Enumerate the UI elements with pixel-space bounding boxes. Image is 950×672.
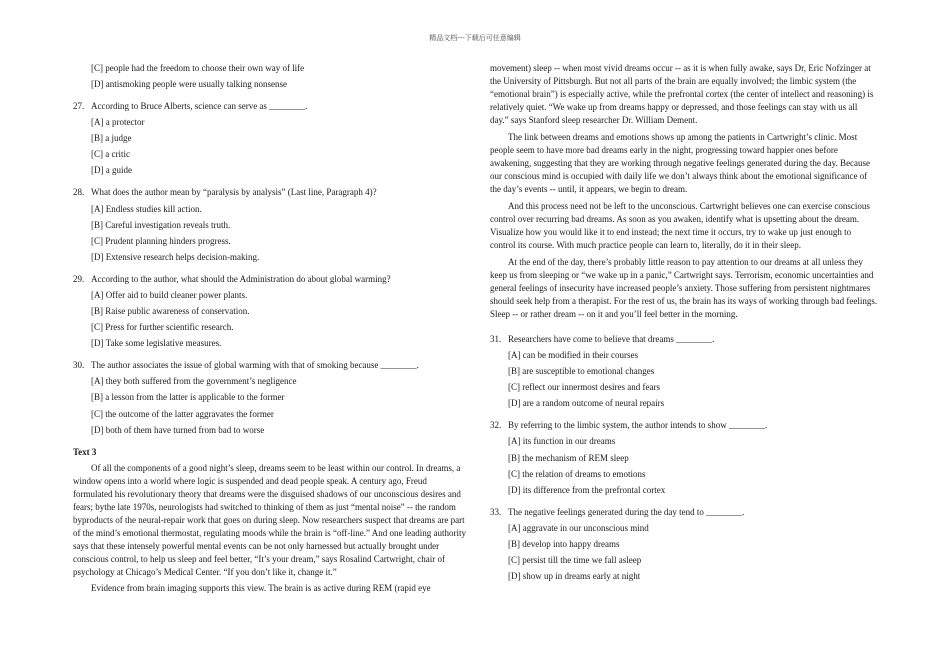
option: [C] Press for further scientific research.: [91, 322, 234, 333]
option: [C] the relation of dreams to emotions: [508, 468, 646, 479]
question-31: [490, 333, 878, 410]
option: [D] are a random outcome of neural repairs: [508, 398, 665, 409]
question-number: 30.: [73, 360, 85, 371]
option: [A] can be modified in their courses: [508, 350, 638, 361]
question-28: [73, 186, 466, 263]
question-stem: The author associates the issue of global warming with that of smoking because ________.: [91, 360, 419, 371]
page-header: 精品文档---下载后可任意编辑: [429, 34, 521, 42]
option: [C] the outcome of the latter aggravates the former: [91, 408, 274, 419]
option: [D] its difference from the prefrontal cortex: [508, 484, 666, 495]
question-stem: According to the author, what should the Administration do about global warming?: [91, 273, 391, 284]
option: [A] they both suffered from the government’s negligence: [91, 376, 297, 387]
question-30: [73, 359, 466, 436]
left-column: [73, 62, 466, 598]
question-number: 28.: [73, 187, 85, 198]
question-32: [490, 419, 878, 496]
option: [B] the mechanism of REM sleep: [508, 452, 629, 463]
option: [D] antismoking people were usually talking nonsense: [91, 79, 287, 90]
question-stem: Researchers have come to believe that dreams ________.: [508, 334, 715, 344]
question-number: 27.: [73, 101, 85, 112]
paragraph: Evidence from brain imaging supports this view. The brain is as active during REM (rapid eye: [91, 582, 431, 593]
option: [A] a protector: [91, 117, 145, 128]
option: [D] a guide: [91, 165, 132, 176]
question-27: [73, 100, 466, 177]
option: [D] Take some legislative measures.: [91, 338, 222, 349]
question-number: 29.: [73, 273, 85, 284]
question-stem: According to Bruce Alberts, science can serve as ________.: [91, 101, 308, 112]
paragraph: The link between dreams and emotions shows up among the patients in Cartwright’s clinic. Most people seem to have more bad dreams early in the night, progressing toward happier ones before awakening, suggesting that they are working through negative feelings generated during the day. Because our conscious mind is occupied with daily life we don’t always think about the emotional significance of the day’s events -- until, it appears, we begin to dream.: [490, 132, 871, 194]
option: [D] Extensive research helps decision-making.: [91, 251, 260, 262]
question-number: 33.: [490, 506, 502, 517]
option: [B] develop into happy dreams: [508, 538, 620, 549]
paragraph: And this process need not be left to the unconscious. Cartwright believes one can exercise conscious control over recurring bad dreams. As soon as you awaken, identify what is upsetting about the dream. Visualize how you would like it to end instead; the next time it occurs, try to wake up just enough to control its course. With much practice people can learn to, literally, do it in their sleep.: [490, 201, 870, 250]
section-title: Text 3: [73, 446, 97, 457]
paragraph: At the end of the day, there’s probably little reason to pay attention to our dreams at all unless they keep us from sleeping or “we wake up in a panic,” Cartwright says. Terrorism, economic uncertainties and general feelings of insecurity have increased people’s anxiety. Those suffering from persistent nightmares should seek help from a therapist. For the rest of us, the brain has its ways of working through bad feelings. Sleep -- or rather dream -- on it and you’ll feel better in the morning.: [490, 257, 878, 319]
option: [A] Endless studies kill action.: [91, 203, 202, 214]
option: [C] reflect our innermost desires and fears: [508, 382, 660, 393]
question-stem: By referring to the limbic system, the author intends to show ________.: [508, 420, 768, 431]
option: [A] Offer aid to build cleaner power plants.: [91, 289, 248, 300]
option: [C] Prudent planning hinders progress.: [91, 235, 231, 246]
option: [A] aggravate in our unconscious mind: [508, 522, 649, 533]
option: [C] people had the freedom to choose their own way of life: [91, 63, 305, 73]
paragraph: movement) sleep -- when most vivid dreams occur -- as it is when fully awake, says Dr, Eric Nofzinger at the University of Pittsburgh. But not all parts of the brain are equally involved; the limbic system (the “emotional brain”) is especially active, while the prefrontal cortex (the center of intellect and reasoning) is relatively quiet. “We wake up from dreams happy or depressed, and those feelings can stay with us all day.” says Stanford sleep researcher Dr. William Dement.: [490, 63, 874, 125]
right-column: [490, 62, 878, 586]
question-stem: The negative feelings generated during the day tend to ________.: [508, 506, 745, 517]
option: [B] Careful investigation reveals truth.: [91, 219, 231, 230]
question-stem: What does the author mean by “paralysis by analysis” (Last line, Paragraph 4)?: [91, 187, 377, 198]
option: [D] both of them have turned from bad to worse: [91, 424, 265, 435]
option: [B] are susceptible to emotional changes: [508, 366, 655, 377]
paragraph: Of all the components of a good night’s sleep, dreams seem to be least within our control. In dreams, a window opens into a world where logic is suspended and dead people speak. A century ago, Freud formulated his revolutionary theory that dreams were the disguised shadows of our unconscious desires and fears; bythe late 1970s, neurologists had switched to thinking of them as just “mental noise” -- the random byproducts of the neural-repair work that goes on during sleep. Now researchers suspect that dreams are part of the mind’s emotional thermostat, regulating moods while the brain is “off-line.” And one leading authority says that these intensely powerful mental events can be not only harnessed but actually brought under conscious control, to help us sleep and feel better, “It’s your dream,” says Rosalind Cartwright, chair of psychology at Chicago’s Medical Center. “If you don’t like it, change it.”: [73, 462, 466, 577]
option: [A] its function in our dreams: [508, 436, 616, 447]
option: [D] show up in dreams early at night: [508, 571, 641, 582]
option: [C] persist till the time we fall asleep: [508, 555, 642, 566]
option: [C] a critic: [91, 149, 130, 160]
option: [B] a lesson from the latter is applicable to the former: [91, 392, 285, 403]
question-number: 32.: [490, 420, 502, 431]
question-33: [490, 506, 878, 583]
option: [B] Raise public awareness of conservation.: [91, 306, 250, 317]
option: [B] a judge: [91, 133, 132, 144]
question-number: 31.: [490, 334, 502, 344]
question-29: [73, 273, 466, 350]
